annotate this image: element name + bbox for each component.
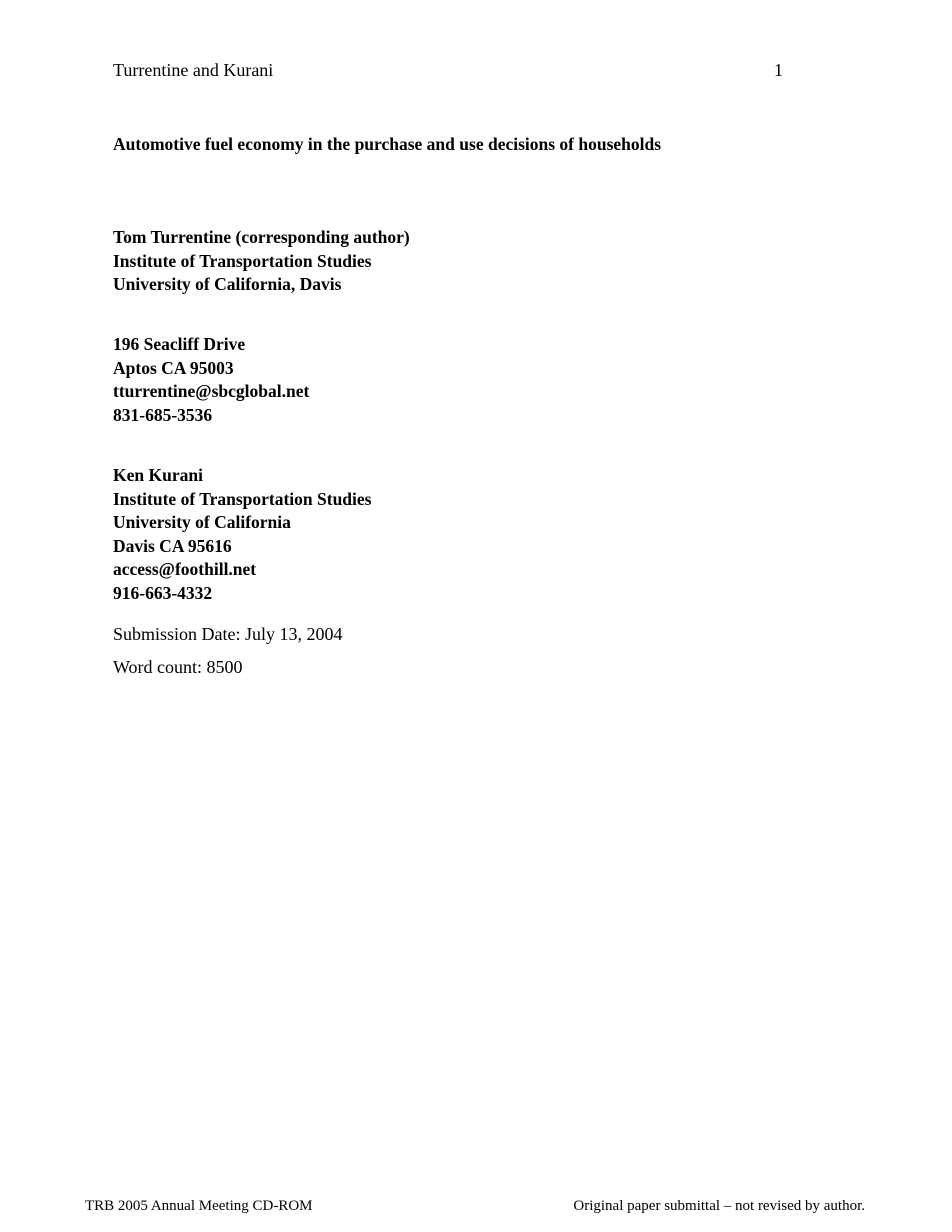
city-state-zip: Aptos CA 95003 (113, 357, 234, 378)
author-affiliation-university: University of California, Davis (113, 274, 342, 294)
address-block-turrentine (113, 333, 309, 427)
word-count: Word count: 8500 (113, 657, 243, 677)
street-address: 196 Seacliff Drive (113, 334, 246, 354)
page-number: 1 (774, 60, 783, 80)
city-state-zip: Davis CA 95616 (113, 535, 232, 556)
footer-conference: TRB 2005 Annual Meeting CD-ROM (85, 1198, 313, 1214)
author-affiliation-institute: Institute of Transportation Studies (113, 250, 372, 271)
submission-date: Submission Date: July 13, 2004 (113, 624, 343, 644)
phone-number: 831-685-3536 (113, 404, 213, 425)
footer-note: Original paper submittal – not revised by author. (573, 1198, 865, 1214)
running-head: Turrentine and Kurani (113, 60, 274, 80)
email-address: tturrentine@sbcglobal.net (113, 381, 310, 401)
author-block-turrentine (113, 226, 410, 297)
paper-title: Automotive fuel economy in the purchase and use decisions of households (113, 134, 662, 154)
author-block-kurani (113, 464, 371, 605)
author-affiliation-institute: Institute of Transportation Studies (113, 488, 372, 509)
author-name: Tom Turrentine (corresponding author) (113, 227, 410, 247)
email-address: access@foothill.net (113, 559, 257, 579)
author-affiliation-university: University of California (113, 512, 291, 532)
phone-number: 916-663-4332 (113, 582, 213, 603)
author-name: Ken Kurani (113, 465, 203, 485)
